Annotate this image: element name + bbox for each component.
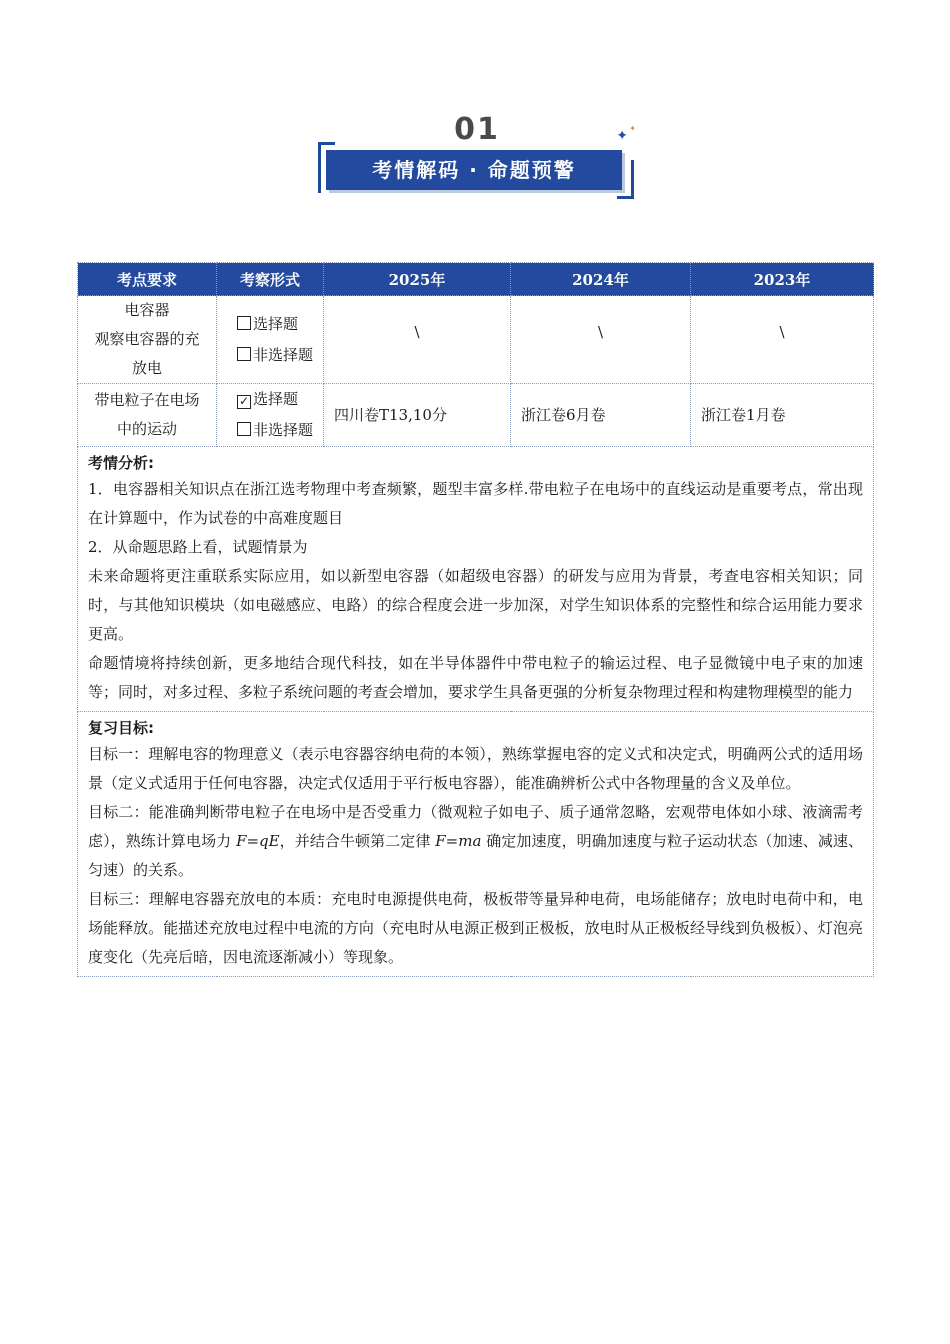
option-nonchoice bbox=[217, 340, 323, 371]
analysis-paragraph: 1．电容器相关知识点在浙江选考物理中考查频繁，题型丰富多样.带电粒子在电场中的直线运动是重要考点，常出现在计算题中，作为试卷的中高难度题目 bbox=[88, 480, 863, 527]
checkbox-icon bbox=[237, 422, 251, 436]
option-label: 选择题 bbox=[253, 314, 299, 333]
checkbox-icon bbox=[237, 347, 251, 361]
table-row bbox=[78, 384, 874, 447]
checkbox-icon bbox=[237, 316, 251, 330]
header-form: 考察形式 bbox=[217, 263, 324, 296]
header-2023: 2023年 bbox=[691, 263, 874, 296]
goals-row bbox=[78, 712, 874, 977]
goal-two-text: 确定加速度，明确加速度与粒子运动状态（加速、减速、匀速）的关系。 bbox=[88, 832, 863, 879]
analysis-heading: 考情分析: bbox=[88, 454, 154, 472]
exam-analysis-table bbox=[77, 262, 874, 977]
goals-block bbox=[78, 712, 874, 977]
checkbox-checked-icon: ✓ bbox=[238, 394, 250, 408]
analysis-block bbox=[78, 447, 874, 712]
option-nonchoice bbox=[217, 415, 323, 446]
form-cell bbox=[217, 384, 324, 447]
header-topic: 考点要求 bbox=[78, 263, 217, 296]
goal-two bbox=[88, 798, 863, 885]
section-title: 考情解码 · 命题预警 bbox=[326, 150, 622, 190]
year-2023-cell: 浙江卷1月卷 bbox=[691, 384, 874, 447]
goal-two-text: 目标二：能准确判断带电粒子在电场中是否受重力（微观粒子如电子、质子通常忽略，宏观带电体如小球、液滴需考虑），熟练计算电场力 bbox=[88, 803, 863, 850]
option-label: 非选择题 bbox=[253, 421, 314, 439]
header-2025: 2025年 bbox=[324, 263, 511, 296]
year-2023-cell: \ bbox=[691, 296, 874, 384]
year-2024-cell: \ bbox=[511, 296, 691, 384]
topic-line: 中的运动 bbox=[116, 420, 177, 438]
analysis-paragraph: 未来命题将更注重联系实际应用，如以新型电容器（如超级电容器）的研发与应用为背景，考查电容相关知识；同时，与其他知识模块（如电磁感应、电路）的综合程度会进一步加深，对学生知识体系的完整性和综合运用能力要求更高。 bbox=[88, 567, 863, 643]
formula-newton-second-law: F=ma bbox=[435, 832, 482, 850]
topic-line: 带电粒子在电场 bbox=[94, 391, 200, 409]
section-number: 01 bbox=[454, 112, 500, 147]
analysis-paragraph: 命题情境将持续创新，更多地结合现代科技，如在半导体器件中带电粒子的输运过程、电子显微镜中电子束的加速等；同时，对多过程、多粒子系统问题的考查会增加，要求学生具备更强的分析复杂物理过程和构建物理模型的能力 bbox=[88, 654, 863, 701]
sparkle-small-icon: ✦ bbox=[629, 124, 636, 133]
section-banner bbox=[312, 110, 642, 200]
year-2025-cell: \ bbox=[324, 296, 511, 384]
topic-line: 放电 bbox=[131, 359, 162, 377]
goals-heading: 复习目标: bbox=[88, 719, 154, 737]
form-cell bbox=[217, 296, 324, 384]
option-choice bbox=[217, 384, 323, 415]
header-2024: 2024年 bbox=[511, 263, 691, 296]
goal-three: 目标三：理解电容器充放电的本质：充电时电源提供电荷，极板带等量异种电荷，电场能储存；放电时电荷中和，电场能释放。能描述充放电过程中电流的方向（充电时从电源正极到正极板，放电时从正极板经导线到负极板）、灯泡亮度变化（先亮后暗，因电流逐渐减小）等现象。 bbox=[88, 890, 863, 966]
option-choice bbox=[217, 309, 323, 340]
goal-one: 目标一：理解电容的物理意义（表示电容器容纳电荷的本领），熟练掌握电容的定义式和决定式，明确两公式的适用场景（定义式适用于任何电容器，决定式仅适用于平行板电容器），能准确辨析公式中各物理量的含义及单位。 bbox=[88, 745, 863, 792]
topic-cell bbox=[78, 296, 217, 384]
analysis-paragraph: 2．从命题思路上看，试题情景为 bbox=[88, 538, 308, 556]
option-label: 非选择题 bbox=[253, 345, 314, 364]
sparkle-icon: ✦ bbox=[616, 128, 628, 144]
analysis-row bbox=[78, 447, 874, 712]
formula-electric-force: F=qE bbox=[236, 832, 280, 850]
table-row bbox=[78, 296, 874, 384]
year-2024-cell: 浙江卷6月卷 bbox=[511, 384, 691, 447]
topic-line: 观察电容器的充 bbox=[94, 330, 200, 348]
topic-cell bbox=[78, 384, 217, 447]
goal-two-text: ，并结合牛顿第二定律 bbox=[279, 832, 436, 850]
topic-line: 电容器 bbox=[124, 301, 170, 319]
option-label: 选择题 bbox=[253, 390, 299, 408]
table-header-row bbox=[78, 263, 874, 296]
year-2025-cell: 四川卷T13,10分 bbox=[324, 384, 511, 447]
